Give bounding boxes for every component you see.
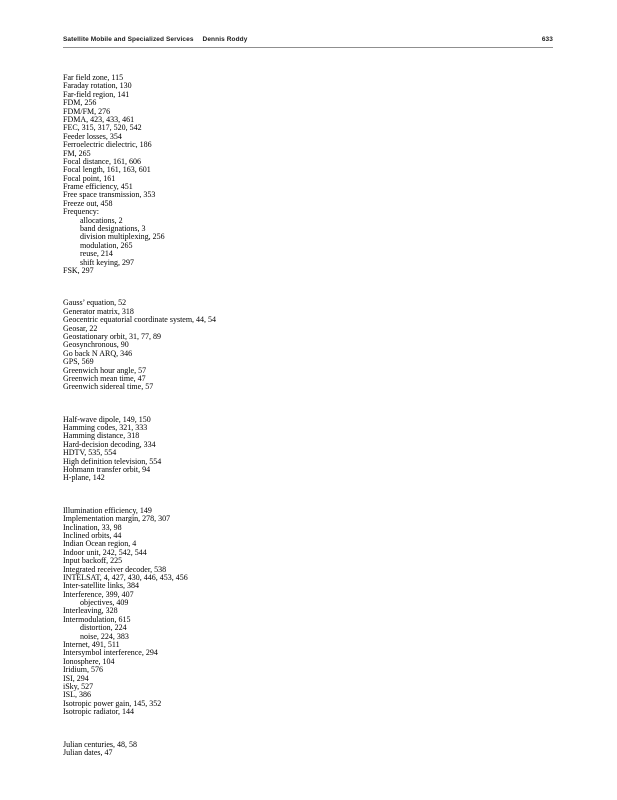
index-subentry: allocations, 2 — [80, 215, 123, 225]
index-entry: High definition television, 554 — [63, 456, 162, 466]
index-entry: Hamming distance, 318 — [63, 431, 140, 441]
index-entry: FEC, 315, 317, 520, 542 — [63, 123, 142, 133]
index-entry: FDM/FM, 276 — [63, 106, 111, 116]
index-entry: Far-field region, 141 — [63, 89, 130, 99]
page-number: 633 — [541, 36, 553, 43]
index-entry: Isotropic radiator, 144 — [63, 707, 134, 717]
index-group-G — [63, 299, 483, 391]
index-entry: Inclination, 33, 98 — [63, 522, 122, 532]
index-entry: Integrated receiver decoder, 538 — [63, 564, 167, 574]
index-subentry: objectives, 409 — [80, 598, 129, 608]
index-entry: Freeze out, 458 — [63, 198, 113, 208]
index-group-F — [63, 74, 483, 275]
index-entry: Ferroelectric dielectric, 186 — [63, 140, 152, 150]
index-subentry: distortion, 224 — [80, 623, 127, 633]
index-entry: Free space transmission, 353 — [63, 190, 156, 200]
index-entry: Hard-decision decoding, 334 — [63, 439, 156, 449]
index-entry: Isotropic power gain, 145, 352 — [63, 698, 162, 708]
index-entry: ISL, 386 — [63, 690, 91, 700]
index-entry: Half-wave dipole, 149, 150 — [63, 414, 151, 424]
index-entry: FDM, 256 — [63, 98, 97, 108]
index-entry: Interleaving, 328 — [63, 606, 118, 616]
running-header-left — [63, 36, 247, 43]
index-entry: GPS, 569 — [63, 357, 94, 367]
index-entry: Greenwich hour angle, 57 — [63, 365, 147, 375]
index-entry: Frequency: — [63, 207, 99, 217]
index-entry: Geostationary orbit, 31, 77, 89 — [63, 331, 161, 341]
index-entry: HDTV, 535, 554 — [63, 448, 117, 458]
index-entry: Illumination efficiency, 149 — [63, 505, 152, 515]
index-entry: Inclined orbits, 44 — [63, 530, 122, 540]
index-group-J — [63, 741, 483, 758]
index-subentry: reuse, 214 — [80, 249, 113, 259]
index-entry: Focal point, 161 — [63, 173, 116, 183]
index-list — [63, 74, 483, 757]
index-entry: Focal length, 161, 163, 601 — [63, 165, 151, 175]
index-entry: Intersymbol interference, 294 — [63, 648, 158, 658]
index-entry: Implementation margin, 278, 307 — [63, 514, 171, 524]
index-subentry: division multiplexing, 256 — [80, 232, 165, 242]
index-entry: Gauss’ equation, 52 — [63, 298, 127, 308]
index-entry: Faraday rotation, 130 — [63, 81, 132, 91]
index-entry: Geocentric equatorial coordinate system, 44, 54 — [63, 315, 217, 325]
index-entry: FSK, 297 — [63, 265, 94, 275]
index-entry: iSky, 527 — [63, 682, 94, 691]
running-header — [63, 36, 553, 43]
header-rule — [63, 47, 553, 48]
index-entry: Intermodulation, 615 — [63, 614, 131, 624]
index-entry: Input backoff, 225 — [63, 556, 123, 566]
index-subentry: modulation, 265 — [80, 240, 133, 250]
index-entry: Hamming codes, 321, 333 — [63, 423, 148, 433]
index-entry: Indian Ocean region, 4 — [63, 539, 137, 549]
index-group-I — [63, 507, 483, 717]
index-entry: Frame efficiency, 451 — [63, 182, 133, 192]
index-subentry: band designations, 3 — [80, 224, 146, 234]
index-entry: H-plane, 142 — [63, 473, 105, 483]
book-title: Satellite Mobile and Specialized Services — [63, 36, 194, 43]
index-subentry: shift keying, 297 — [80, 257, 134, 267]
index-entry: Indoor unit, 242, 542, 544 — [63, 547, 147, 557]
index-entry: Far field zone, 115 — [63, 73, 124, 82]
index-entry: Hohmann transfer orbit, 94 — [63, 465, 151, 475]
index-entry: Go back N ARQ, 346 — [63, 348, 133, 358]
index-entry: Focal distance, 161, 606 — [63, 156, 141, 166]
index-entry: Feeder losses, 354 — [63, 131, 122, 141]
index-entry: Greenwich sidereal time, 57 — [63, 382, 154, 392]
index-entry: Julian centuries, 48, 58 — [63, 739, 137, 749]
index-entry: Geosynchronous, 90 — [63, 340, 129, 350]
index-entry: Julian dates, 47 — [63, 747, 113, 757]
index-group-H — [63, 416, 483, 483]
index-entry: Ionosphere, 104 — [63, 656, 115, 666]
index-entry: Iridium, 576 — [63, 665, 103, 675]
index-entry: Internet, 491, 511 — [63, 640, 120, 650]
index-entry: ISI, 294 — [63, 673, 89, 683]
index-entry: Interference, 399, 407 — [63, 589, 134, 599]
index-entry: Inter-satellite links, 384 — [63, 581, 140, 591]
index-entry: Greenwich mean time, 47 — [63, 373, 146, 383]
author-name: Dennis Roddy — [202, 36, 248, 43]
index-entry: INTELSAT, 4, 427, 430, 446, 453, 456 — [63, 572, 188, 582]
index-entry: FM, 265 — [63, 148, 91, 158]
index-subentry: noise, 224, 383 — [80, 631, 129, 641]
index-entry: Geosar, 22 — [63, 323, 98, 333]
index-entry: Generator matrix, 318 — [63, 306, 134, 316]
index-entry: FDMA, 423, 433, 461 — [63, 114, 135, 124]
